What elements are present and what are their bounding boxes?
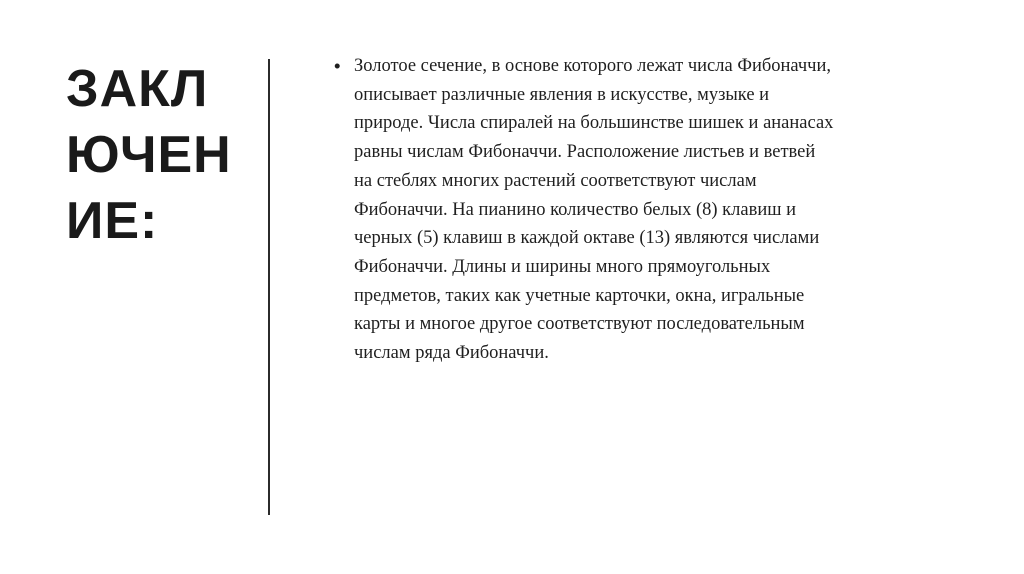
paragraph-line: Фибоначчи. Длины и ширины много прямоугольных	[354, 256, 771, 277]
paragraph-line: карты и многое другое соответствуют последовательным	[354, 314, 805, 335]
slide-title	[66, 56, 246, 254]
bullet-item	[330, 52, 970, 368]
bullet-icon: •	[334, 55, 341, 76]
paragraph-line: описывает различные явления в искусстве, музыке и	[354, 84, 770, 105]
vertical-divider	[268, 59, 270, 515]
title-line: ИЕ:	[66, 192, 159, 250]
paragraph-line: на стеблях многих растений соответствуют числам	[354, 170, 757, 191]
paragraph-line: предметов, таких как учетные карточки, окна, игральные	[354, 285, 805, 306]
paragraph-line: черных (5) клавиш в каждой октаве (13) являются числами	[354, 228, 820, 249]
paragraph-line: природе. Числа спиралей на большинстве шишек и ананасах	[354, 113, 834, 134]
paragraph-line: равны числам Фибоначчи. Расположение листьев и ветвей	[354, 142, 816, 163]
title-line: ЗАКЛ	[66, 60, 209, 118]
paragraph-line: Фибоначчи. На пианино количество белых (8) клавиш и	[354, 199, 796, 220]
paragraph-line: Золотое сечение, в основе которого лежат числа Фибоначчи,	[354, 56, 832, 76]
title-line: ЮЧЕН	[66, 126, 232, 184]
paragraph-line: числам ряда Фибоначчи.	[354, 343, 549, 364]
bullet-list	[330, 52, 970, 368]
